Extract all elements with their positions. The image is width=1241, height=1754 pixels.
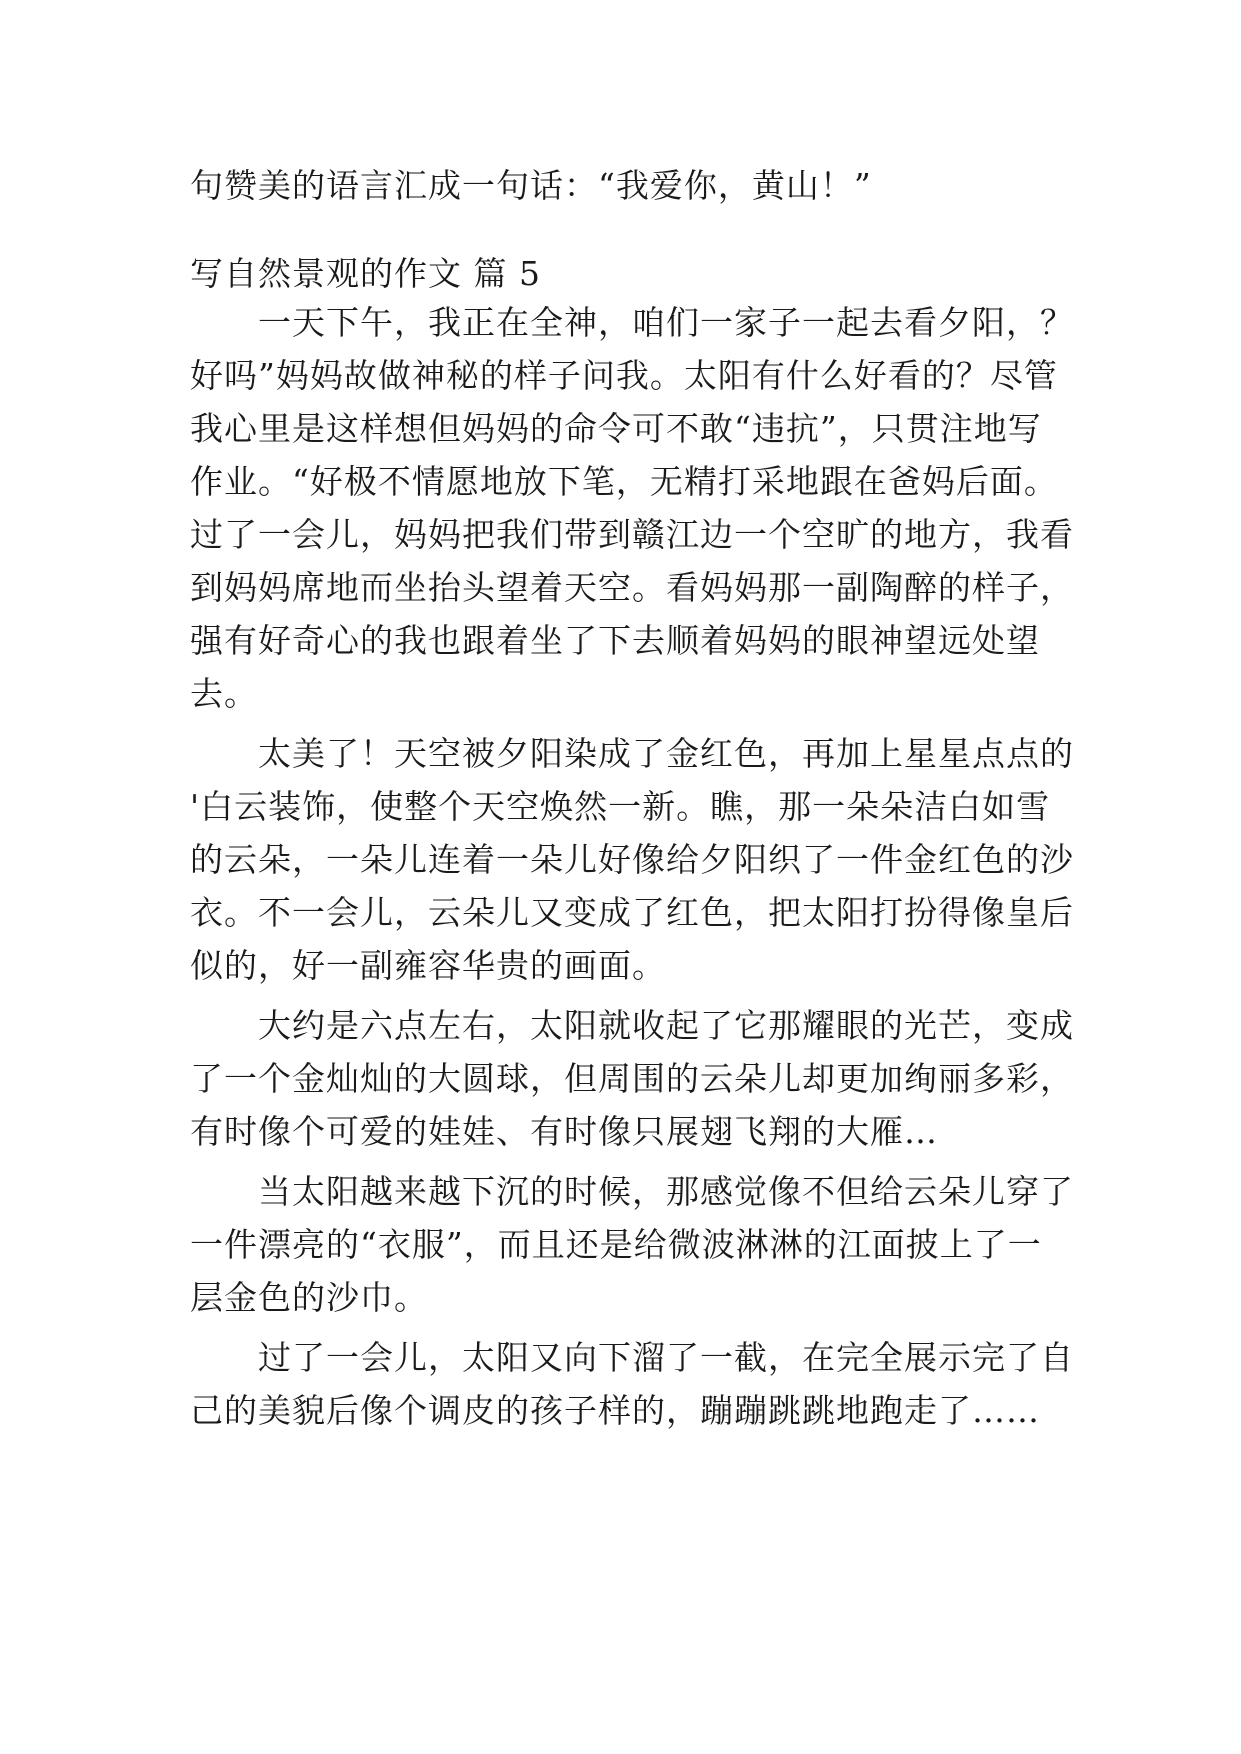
- text-line: 己的美貌后像个调皮的孩子样的，蹦蹦跳跳地跑走了……: [190, 1391, 1040, 1430]
- text-line: 太美了！天空被夕阳染成了金红色，再加上星星点点的: [190, 734, 1074, 773]
- text-line: 作业。“好极不情愿地放下笔，无精打采地跟在爸妈后面。: [190, 462, 1058, 501]
- text-line: 有时像个可爱的娃娃、有时像只展翅飞翔的大雁…: [190, 1112, 938, 1151]
- text-line: 当太阳越来越下沉的时候，那感觉像不但给云朵儿穿了: [190, 1172, 1074, 1211]
- text-line: 过了一会儿，太阳又向下溜了一截，在完全展示完了自: [190, 1338, 1074, 1377]
- text-line: 似的，好一副雍容华贵的画面。: [190, 946, 666, 985]
- text-line: 层金色的沙巾。: [190, 1278, 428, 1317]
- section-heading: 写自然景观的作文 篇 5: [190, 254, 541, 293]
- text-line: 的云朵，一朵儿连着一朵儿好像给夕阳织了一件金红色的沙: [190, 840, 1074, 879]
- text-line: 了一个金灿灿的大圆球，但周围的云朵儿却更加绚丽多彩，: [190, 1059, 1074, 1098]
- text-line: 一天下午，我正在全神，咱们一家子一起去看夕阳，？: [190, 303, 1074, 342]
- text-line: 去。: [190, 674, 258, 713]
- intro-line: 句赞美的语言汇成一句话：“我爱你，黄山！”: [190, 166, 872, 205]
- text-line: 我心里是这样想但妈妈的命令可不敢“违抗”，只贯注地写: [190, 409, 1042, 448]
- text-line: 好吗”妈妈故做神秘的样子问我。太阳有什么好看的？尽管: [190, 356, 1058, 395]
- text-line: 过了一会儿，妈妈把我们带到赣江边一个空旷的地方，我看: [190, 515, 1074, 554]
- text-line: 到妈妈席地而坐抬头望着天空。看妈妈那一副陶醉的样子，: [190, 568, 1074, 607]
- text-line: 衣。不一会儿，云朵儿又变成了红色，把太阳打扮得像皇后: [190, 893, 1074, 932]
- text-line: 一件漂亮的“衣服”，而且还是给微波淋淋的江面披上了一: [190, 1225, 1042, 1264]
- text-line: '白云装饰，使整个天空焕然一新。瞧，那一朵朵洁白如雪: [190, 787, 1051, 826]
- text-line: 强有好奇心的我也跟着坐了下去顺着妈妈的眼神望远处望: [190, 621, 1040, 660]
- text-line: 大约是六点左右，太阳就收起了它那耀眼的光芒，变成: [190, 1006, 1074, 1045]
